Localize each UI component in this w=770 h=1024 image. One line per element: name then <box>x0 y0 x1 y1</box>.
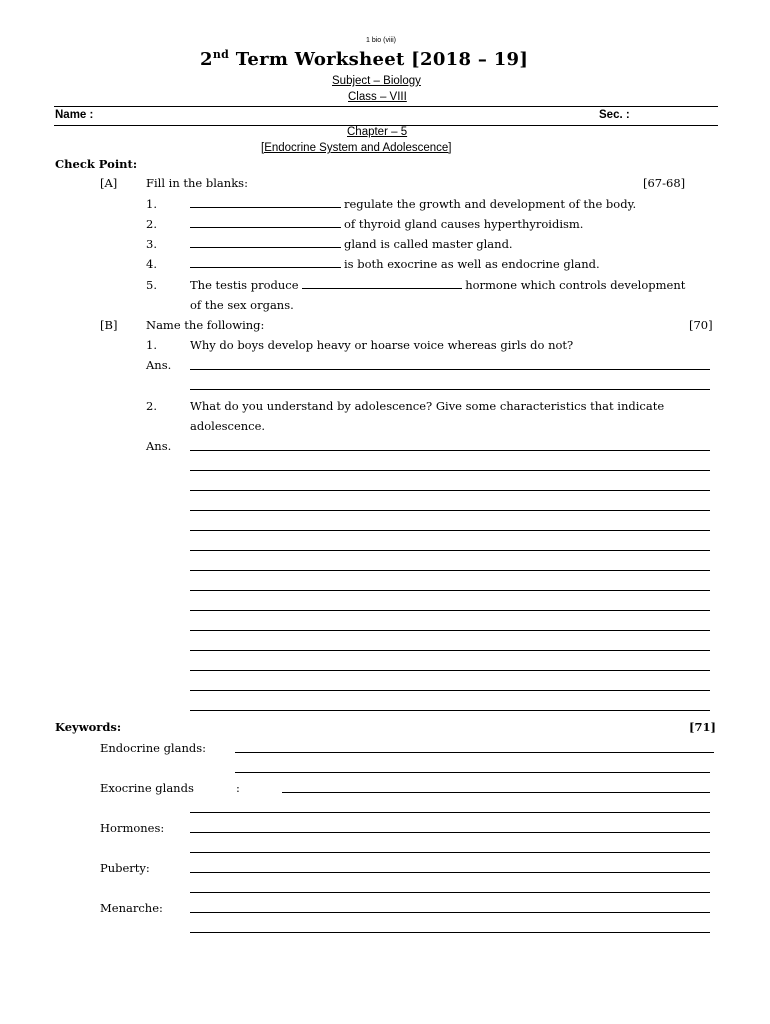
section-a-marks: [67-68] <box>643 176 686 190</box>
answer-blank[interactable] <box>190 207 341 208</box>
answer-line[interactable] <box>190 650 710 651</box>
class-line: Class – VIII <box>348 91 407 103</box>
item-text: of thyroid gland causes hyperthyroidism. <box>344 217 584 231</box>
answer-line[interactable] <box>190 852 710 853</box>
answer-line[interactable] <box>190 389 710 390</box>
keyword-puberty: Puberty: <box>100 861 150 875</box>
item-text: regulate the growth and development of the body. <box>344 197 637 211</box>
item-text: is both exocrine as well as endocrine gland. <box>344 257 600 271</box>
answer-line[interactable] <box>190 369 710 370</box>
keywords-label: Keywords: <box>55 720 122 734</box>
item-number: 4. <box>146 257 157 271</box>
chapter-title: [Endocrine System and Adolescence] <box>261 142 452 154</box>
keyword-endocrine-glands: Endocrine glands: <box>100 741 207 755</box>
section-label: Sec. : <box>599 109 630 121</box>
name-label: Name : <box>55 109 94 121</box>
item-text-before: The testis produce <box>190 278 299 292</box>
answer-line[interactable] <box>190 470 710 471</box>
item-text-after: hormone which controls development <box>465 278 686 292</box>
section-a-title: Fill in the blanks: <box>146 176 248 190</box>
fill-blank-item <box>190 237 513 251</box>
answer-line[interactable] <box>190 832 710 833</box>
question-text: Why do boys develop heavy or hoarse voice whereas girls do not? <box>190 338 574 352</box>
answer-line[interactable] <box>190 570 710 571</box>
answer-line[interactable] <box>190 530 710 531</box>
question-number: 2. <box>146 399 157 413</box>
answer-line[interactable] <box>190 690 710 691</box>
item-number: 2. <box>146 217 157 231</box>
chapter-number: Chapter – 5 <box>347 126 408 138</box>
item-text: gland is called master gland. <box>344 237 513 251</box>
subject-line: Subject – Biology <box>332 75 421 87</box>
answer-line[interactable] <box>190 710 710 711</box>
page-label: 1 bio (viii) <box>366 37 396 44</box>
answer-line[interactable] <box>190 490 710 491</box>
answer-line[interactable] <box>190 610 710 611</box>
answer-blank[interactable] <box>302 288 462 289</box>
title-superscript: nd <box>212 48 230 61</box>
answer-line[interactable] <box>235 752 714 753</box>
answer-line[interactable] <box>190 590 710 591</box>
question-text-continued: adolescence. <box>190 419 266 433</box>
worksheet-title <box>200 48 528 70</box>
keyword-colon: : <box>236 781 240 795</box>
answer-line[interactable] <box>190 912 710 913</box>
title-rest: Term Worksheet [2018 – 19] <box>229 49 529 70</box>
title-prefix: 2 <box>200 49 213 70</box>
answer-line[interactable] <box>190 892 710 893</box>
answer-line[interactable] <box>190 812 710 813</box>
section-b-marks: [70] <box>689 318 713 332</box>
section-b-title: Name the following: <box>146 318 265 332</box>
answer-line[interactable] <box>190 510 710 511</box>
item-number: 5. <box>146 278 157 292</box>
answer-label: Ans. <box>146 439 172 453</box>
check-point-label: Check Point: <box>55 157 138 171</box>
answer-line[interactable] <box>190 630 710 631</box>
fill-blank-item <box>190 257 600 271</box>
fill-blank-item <box>190 278 685 292</box>
answer-line[interactable] <box>190 872 710 873</box>
item-number: 1. <box>146 197 157 211</box>
section-a-letter: [A] <box>100 176 118 190</box>
answer-blank[interactable] <box>190 227 341 228</box>
name-row-top-rule <box>54 106 718 107</box>
question-text: What do you understand by adolescence? Give some characteristics that indicate <box>190 399 665 413</box>
fill-blank-item <box>190 197 636 211</box>
answer-line[interactable] <box>190 450 710 451</box>
answer-line[interactable] <box>235 772 710 773</box>
answer-blank[interactable] <box>190 267 341 268</box>
keywords-marks: [71] <box>689 720 716 734</box>
answer-line[interactable] <box>190 670 710 671</box>
keyword-hormones: Hormones: <box>100 821 165 835</box>
answer-line[interactable] <box>282 792 710 793</box>
keyword-menarche: Menarche: <box>100 901 163 915</box>
section-b-letter: [B] <box>100 318 118 332</box>
keyword-exocrine-glands: Exocrine glands <box>100 781 194 795</box>
fill-blank-item <box>190 217 583 231</box>
answer-blank[interactable] <box>190 247 341 248</box>
answer-line[interactable] <box>190 932 710 933</box>
item-number: 3. <box>146 237 157 251</box>
answer-label: Ans. <box>146 358 172 372</box>
question-number: 1. <box>146 338 157 352</box>
answer-line[interactable] <box>190 550 710 551</box>
item-text-continued: of the sex organs. <box>190 298 294 312</box>
